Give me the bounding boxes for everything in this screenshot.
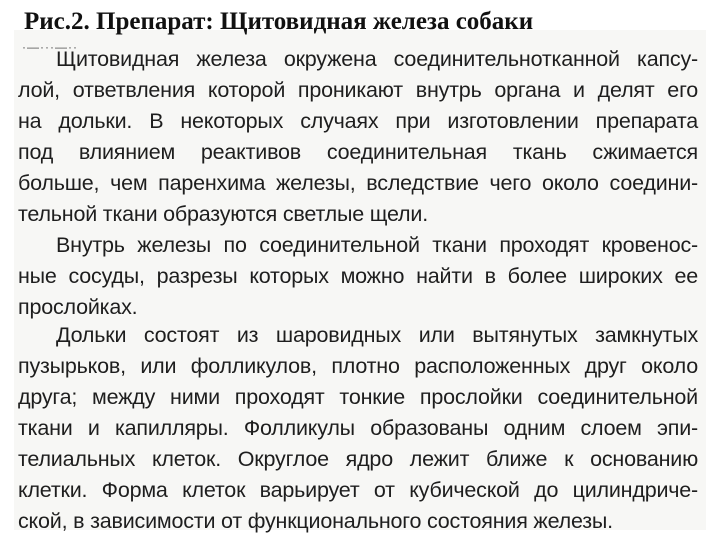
text-line: Дольки состоят из шаровидных или вытянутых замкнутых [56,323,698,347]
text-line: под влиянием реактивов соединительная ткань сжимается [18,140,698,164]
text-line: Щитовидная железа окружена соединительнотканной капсу- [56,47,698,71]
scan-mark: ·—···—·· [22,40,78,54]
text-line: клетки. Форма клеток варьирует от кубической до цилиндриче- [18,478,698,502]
slide-title: Рис.2. Препарат: Щитовидная железа собаки [24,8,534,35]
text-line: ные сосуды, разрезы которых можно найти в более широких ее [18,264,698,288]
text-line: больше, чем паренхима железы, вследствие чего около соедини- [18,171,698,195]
text-line: ской, в зависимости от функционального состояния железы. [18,509,613,533]
scanned-textbook-page [14,30,706,533]
text-line: пузырьков, или фолликулов, плотно расположенных друг около [18,354,698,378]
text-line: лой, ответвления которой проникают внутрь органа и делят его [18,78,698,102]
text-line: тельной ткани образуются светлые щели. [18,202,428,226]
text-line: Внутрь железы по соединительной ткани проходят кровенос- [56,233,698,257]
text-line: прослойках. [18,295,138,319]
text-line: друга; между ними проходят тонкие прослойки соединительной [18,385,698,409]
text-line: на дольки. В некоторых случаях при изготовлении препарата [18,109,698,133]
text-line: ткани и капилляры. Фолликулы образованы одним слоем эпи- [18,416,698,440]
text-line: телиальных клеток. Округлое ядро лежит ближе к основанию [18,447,698,471]
